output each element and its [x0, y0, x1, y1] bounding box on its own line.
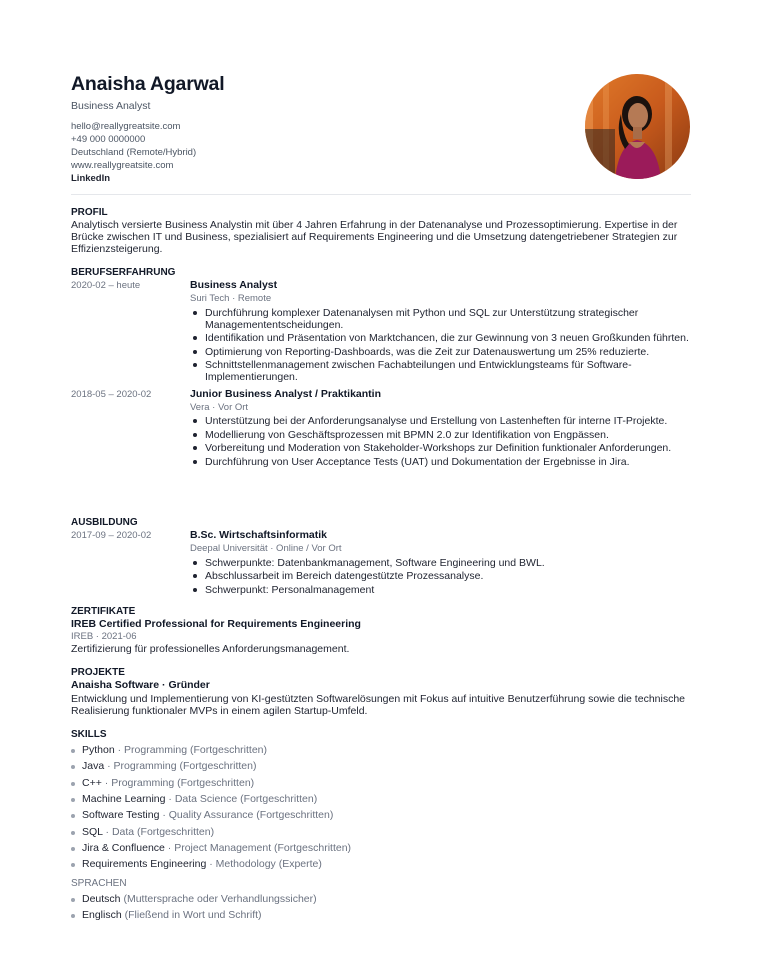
entry-bullets: [190, 557, 691, 596]
profile-photo: [585, 74, 690, 179]
entry-company: Vera · Vor Ort: [190, 401, 249, 413]
entry-institution: Deepal Universität · Online / Vor Ort: [190, 542, 342, 554]
education-section: [71, 517, 691, 597]
certificate-meta: IREB · 2021-06: [71, 630, 137, 642]
bullet-item: Unterstützung bei der Anforderungsanalyse und Erstellung von Lastenheften für interne IT-Projekte.: [190, 415, 691, 427]
bullet-item: Durchführung von User Acceptance Tests (UAT) und Dokumentation der Ergebnisse in Jira.: [190, 456, 691, 468]
skill-item: Machine Learning · Data Science (Fortgeschritten): [71, 791, 691, 807]
certificates-section: [71, 606, 691, 655]
bullet-item: Optimierung von Reporting-Dashboards, was die Zeit zur Datenauswertung um 25% reduzierte.: [190, 346, 691, 358]
skill-item: Java · Programming (Fortgeschritten): [71, 758, 691, 774]
languages-heading: SPRACHEN: [71, 878, 127, 889]
entry-bullets: [190, 307, 691, 384]
profile-heading: PROFIL: [71, 207, 108, 218]
entry-company: Suri Tech · Remote: [190, 292, 272, 304]
contact-email[interactable]: hello@reallygreatsite.com: [71, 121, 181, 133]
bullet-item: Schwerpunkte: Datenbankmanagement, Software Engineering und BWL.: [190, 557, 691, 569]
skills-heading: SKILLS: [71, 729, 107, 740]
profile-text: Analytisch versierte Business Analystin mit über 4 Jahren Erfahrung in der Datenanalyse und Prozessoptimierung. Expertise in der Brücke zwischen IT und Business, spezialisiert auf Requirements Engineering und die Umsetzung datengetriebener Strategien zur Effizienzsteigerung.: [71, 219, 678, 256]
education-heading: AUSBILDUNG: [71, 517, 138, 528]
entry-bullets: [190, 415, 691, 468]
person-role: Business Analyst: [71, 100, 151, 113]
skill-item: SQL · Data (Fortgeschritten): [71, 824, 691, 840]
languages-section: [71, 878, 691, 924]
skill-item: Jira & Confluence · Project Management (Fortgeschritten): [71, 840, 691, 856]
skills-section: [71, 729, 691, 873]
project-name: Anaisha Software · Gründer: [71, 679, 210, 692]
contact-location: Deutschland (Remote/Hybrid): [71, 147, 197, 159]
projects-heading: PROJEKTE: [71, 667, 125, 678]
header-divider: [71, 194, 691, 195]
header: [71, 74, 691, 185]
skills-list: [71, 742, 691, 872]
entry-title: Junior Business Analyst / Praktikantin: [190, 388, 381, 401]
bullet-item: Modellierung von Geschäftsprozessen mit BPMN 2.0 zur Identifikation von Engpässen.: [190, 429, 691, 441]
entry-title: B.Sc. Wirtschaftsinformatik: [190, 529, 328, 542]
skill-item: Software Testing · Quality Assurance (Fortgeschritten): [71, 807, 691, 823]
resume-page: [71, 73, 691, 922]
language-item: Deutsch (Muttersprache oder Verhandlungssicher): [71, 891, 691, 907]
profile-section: [71, 207, 691, 255]
experience-heading: BERUFSERFAHRUNG: [71, 267, 176, 278]
education-entry: [71, 529, 691, 595]
skill-item: C++ · Programming (Fortgeschritten): [71, 775, 691, 791]
contact-linkedin-link[interactable]: LinkedIn: [71, 173, 111, 185]
entry-body: [190, 388, 691, 468]
bullet-item: Abschlussarbeit im Bereich datengestützte Prozessanalyse.: [190, 570, 691, 582]
language-item: Englisch (Fließend in Wort und Schrift): [71, 907, 691, 923]
skill-item: Requirements Engineering · Methodology (Experte): [71, 856, 691, 872]
entry-date: 2020-02 – heute: [71, 280, 141, 292]
bullet-item: Schnittstellenmanagement zwischen Fachabteilungen und Entwicklungsteams für Software-Implementierungen.: [190, 359, 691, 383]
certificate-name: IREB Certified Professional for Requirements Engineering: [71, 618, 361, 631]
skill-item: Python · Programming (Fortgeschritten): [71, 742, 691, 758]
contact-phone[interactable]: +49 000 0000000: [71, 134, 146, 146]
certificates-heading: ZERTIFIKATE: [71, 606, 136, 617]
entry-date: 2017-09 – 2020-02: [71, 530, 152, 542]
languages-list: [71, 891, 691, 924]
entry-body: [190, 529, 691, 595]
experience-section: [71, 267, 691, 469]
experience-entry: [71, 388, 691, 468]
bullet-item: Durchführung komplexer Datenanalysen mit Python und SQL zur Unterstützung strategischer Managemententscheidungen.: [190, 307, 691, 331]
entry-title: Business Analyst: [190, 279, 278, 292]
certificate-text: Zertifizierung für professionelles Anforderungsmanagement.: [71, 642, 350, 655]
contact-website[interactable]: www.reallygreatsite.com: [71, 160, 174, 172]
entry-date: 2018-05 – 2020-02: [71, 389, 152, 401]
projects-section: [71, 667, 691, 717]
entry-body: [190, 279, 691, 383]
profile-photo-image: [585, 74, 690, 179]
project-text: Entwicklung und Implementierung von KI-gestützten Softwarelösungen mit Fokus auf intuitive Benutzerführung sowie die technische Realisierung funktionaler MVPs in einem agilen Startup-Umfeld.: [71, 692, 686, 717]
bullet-item: Schwerpunkt: Personalmanagement: [190, 584, 691, 596]
bullet-item: Identifikation und Präsentation von Marktchancen, die zur Gewinnung von 3 neuen Großkunden führten.: [190, 332, 691, 344]
bullet-item: Vorbereitung und Moderation von Stakeholder-Workshops zur Definition funktionaler Anforderungen.: [190, 442, 691, 454]
experience-entry: [71, 279, 691, 383]
person-name: Anaisha Agarwal: [71, 73, 225, 95]
